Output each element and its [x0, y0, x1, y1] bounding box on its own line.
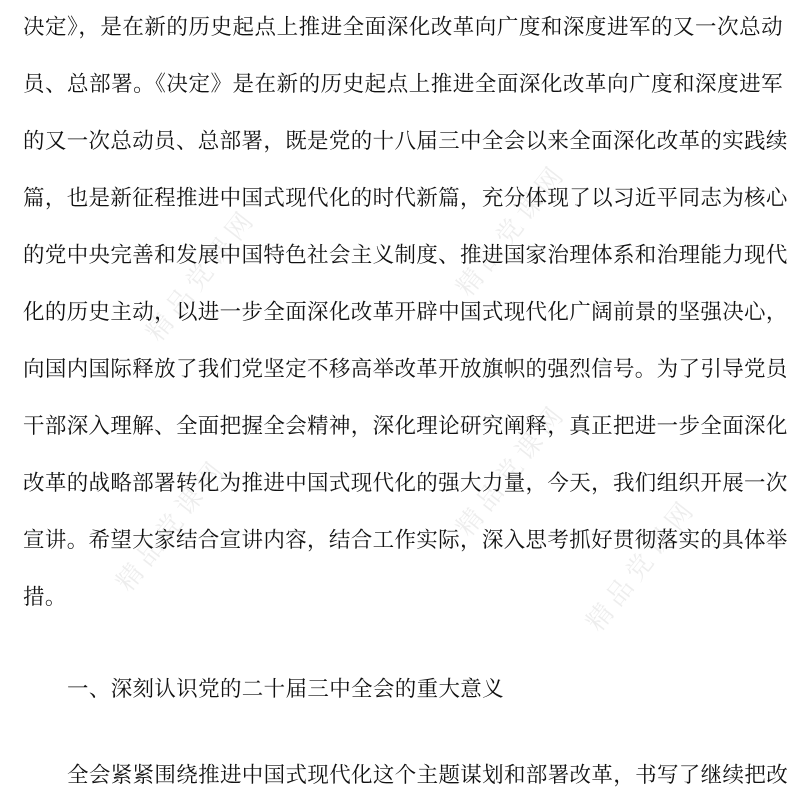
text-line: 决定》，是在新的历史起点上推进全面深化改革向广度和深度进军的又一次总动	[23, 15, 783, 40]
watermark: 精品党课网	[140, 202, 264, 348]
watermark: 精品党课网	[580, 492, 704, 638]
text-line: 干部深入理解、全面把握全会精神，深化理论研究阐释，真正把进一步全面深化	[23, 414, 788, 439]
section-heading: 一、深刻认识党的二十届三中全会的重大意义	[67, 677, 505, 702]
text-line: 向国内国际释放了我们党坚定不移高举改革开放旗帜的强烈信号。为了引导党员	[23, 357, 788, 382]
text-line: 全会紧紧围绕推进中国式现代化这个主题谋划和部署改革，书写了继续把改	[67, 763, 789, 788]
text-line: 改革的战略部署转化为推进中国式现代化的强大力量，今天，我们组织开展一次	[23, 471, 788, 496]
text-line: 化的历史主动，以进一步全面深化改革开辟中国式现代化广阔前景的坚强决心，	[23, 300, 788, 325]
watermark: 精品党课网	[450, 157, 574, 303]
watermark: 精品党课网	[450, 397, 574, 543]
text-line: 宣讲。希望大家结合宣讲内容，结合工作实际，深入思考抓好贯彻落实的具体举	[23, 528, 788, 553]
watermark: 精品党课网	[110, 452, 234, 598]
text-line: 的党中央完善和发展中国特色社会主义制度、推进国家治理体系和治理能力现代	[23, 243, 788, 268]
text-line: 篇，也是新征程推进中国式现代化的时代新篇，充分体现了以习近平同志为核心	[23, 186, 788, 211]
text-line: 员、总部署。《决定》是在新的历史起点上推进全面深化改革向广度和深度进军	[23, 72, 783, 97]
text-line: 措。	[23, 585, 67, 610]
text-line: 的又一次总动员、总部署，既是党的十八届三中全会以来全面深化改革的实践续	[23, 129, 788, 154]
